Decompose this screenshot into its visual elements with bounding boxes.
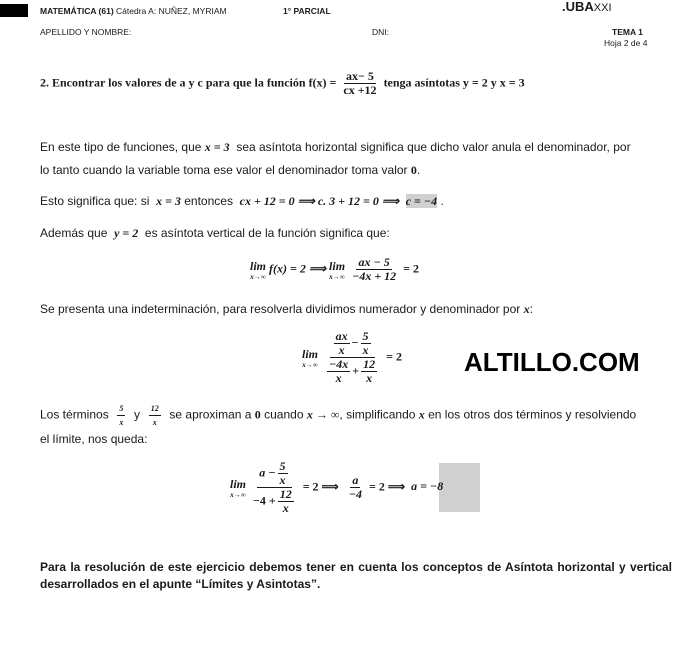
paragraph-4: Se presenta una indeterminación, para resolverla dividimos numerador y denominador por x: — [40, 302, 533, 316]
equation-1: lim x→∞ f(x) = 2 ⟹ lim x→∞ $\frac{ax - 5}{-4x + 12}$ = 2 — [250, 255, 420, 283]
problem-fraction: $\frac{ax- 5}{cx +12}$ — [343, 69, 377, 97]
black-bar — [0, 4, 28, 17]
hoja-label: Hoja 2 de 4 — [604, 38, 648, 48]
a-result-highlight — [439, 463, 480, 512]
footer-note: Para la resolución de este ejercicio debemos tener en cuenta los conceptos de Asíntota horizontal y vertical desarrollados en el apunte “Límites y Asintotas”. — [40, 560, 672, 591]
tema-label: TEMA 1 — [612, 27, 643, 37]
uba-logo: .UBAXXI — [562, 0, 612, 14]
a-result: a = −8 — [411, 479, 444, 494]
dni-label: DNI: — [372, 27, 389, 37]
c-result: c = −4 — [405, 194, 438, 208]
course-title: MATEMÁTICA (61) Cátedra A: NUÑEZ, MYRIAM — [40, 6, 227, 16]
paragraph-1: En este tipo de funciones, que x = 3 sea asíntota horizontal significa que dicho valor anula el denominador, por — [40, 140, 631, 154]
problem-statement: 2. Encontrar los valores de a y c para que la función f(x) = $\frac{ax- 5}{cx +12}$ tenga asíntotas y = 2 y x = 3 — [40, 69, 525, 97]
paragraph-2: Esto significa que: si x = 3 entonces cx + 12 = 0 ⟹ c. 3 + 12 = 0 ⟹ c = −4 . — [40, 194, 444, 208]
paragraph-5-line2: el límite, nos queda: — [40, 432, 148, 446]
exam-label: 1° PARCIAL — [283, 6, 331, 16]
equation-2: lim x→∞ $\frac{ax}{x}$ − $\frac{5}{x}$ $\frac{-4x}{x}$ + $\frac{12}{x}$ = 2 — [302, 329, 402, 385]
equation-3: lim x→∞ a − $\frac{5}{x}$ −4 + $\frac{12}{x}$ = 2 ⟹ $\frac{a}{-4}$ = 2 ⟹ a = −8 — [230, 459, 444, 515]
paragraph-1-line2: lo tanto cuando la variable toma ese valor el denominador toma valor 0. — [40, 163, 421, 177]
apellido-label: APELLIDO Y NOMBRE: — [40, 27, 132, 37]
paragraph-3: Además que y = 2 es asíntota vertical de la función significa que: — [40, 226, 390, 240]
watermark: ALTILLO.COM — [464, 347, 640, 377]
paragraph-5: Los términos $\frac{5}{x}$ y $\frac{12}{x}$ se aproximan a 0 cuando x → ∞, simplificando x en los otros dos términos y resolviendo — [40, 404, 637, 427]
